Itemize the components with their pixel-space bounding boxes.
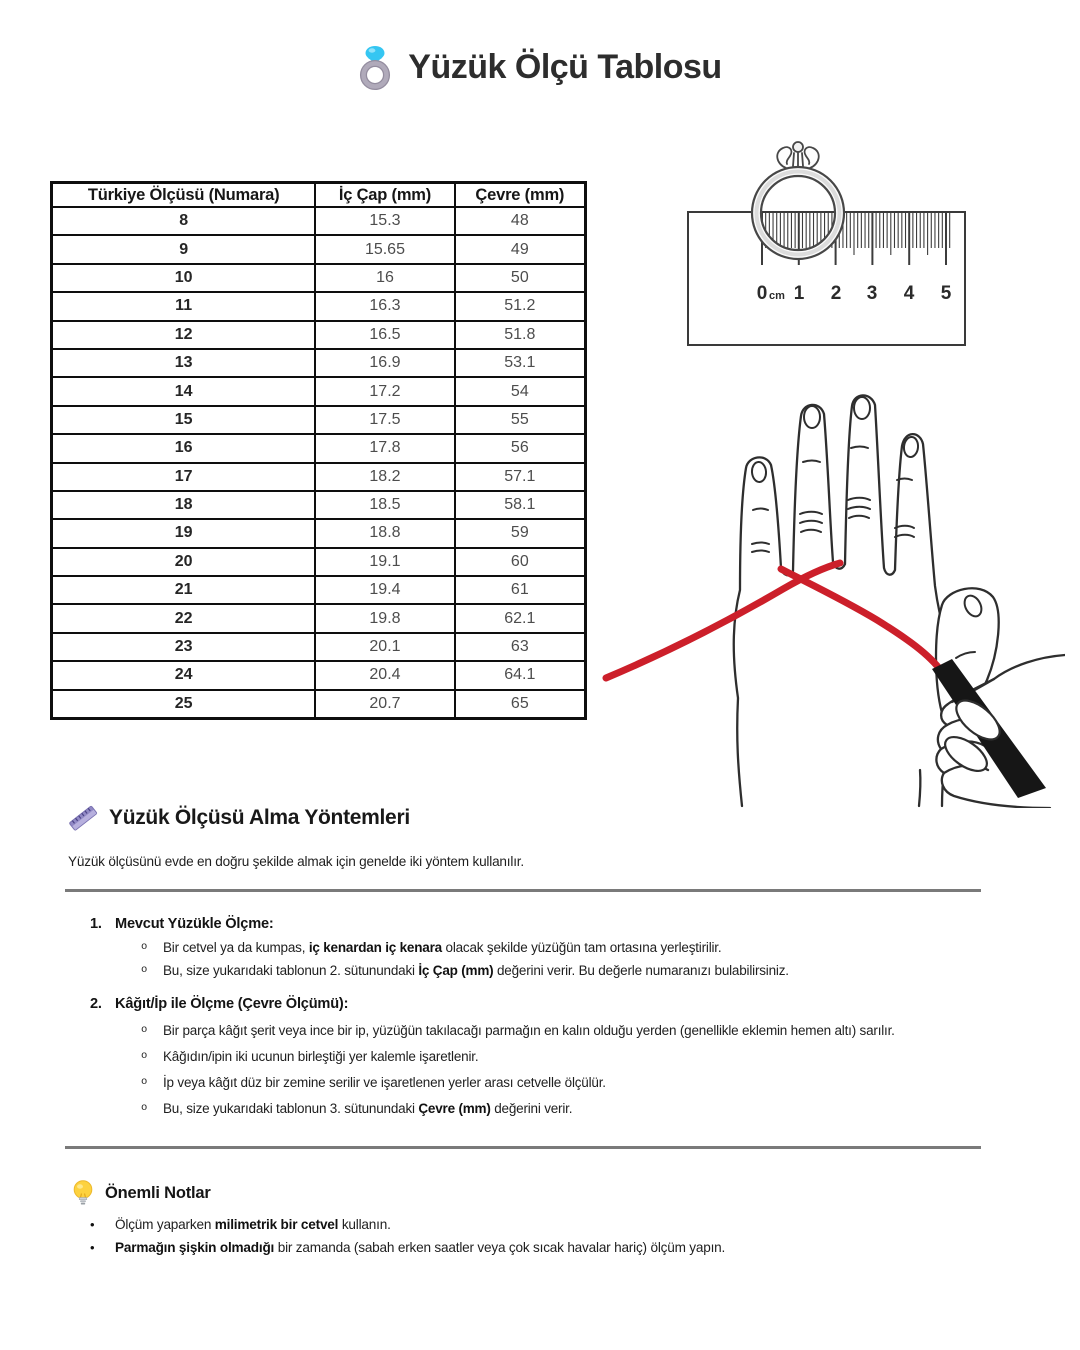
cell-diameter: 15.3 — [315, 207, 454, 235]
ruler-icon — [68, 803, 98, 833]
hand-string-illustration — [590, 368, 1065, 808]
table-row — [52, 548, 586, 576]
cell-size: 11 — [52, 292, 316, 320]
cell-circumference: 64.1 — [455, 661, 586, 689]
table-row — [52, 321, 586, 349]
bullet-text: Bu, size yukarıdaki tablonun 2. sütunundaki İç Çap (mm) değerini verir. Bu değerle numaranızı bulabilirsiniz. — [163, 963, 789, 978]
ruler-label: 3 — [866, 283, 878, 304]
table-row — [52, 235, 586, 263]
page-title: Yüzük Ölçü Tablosu — [408, 48, 722, 86]
methods-section-title: Yüzük Ölçüsü Alma Yöntemleri — [109, 806, 410, 829]
notes-section-header — [70, 1178, 211, 1208]
cell-diameter: 17.5 — [315, 406, 454, 434]
cell-diameter: 20.4 — [315, 661, 454, 689]
cell-circumference: 57.1 — [455, 463, 586, 491]
cell-size: 15 — [52, 406, 316, 434]
method-sub-bullet — [141, 1047, 990, 1066]
table-header-row — [52, 183, 586, 208]
cell-size: 14 — [52, 377, 316, 405]
note-text: Parmağın şişkin olmadığı bir zamanda (sabah erken saatler veya çok sıcak havalar hariç) ölçüm yapın. — [115, 1240, 726, 1255]
cell-diameter: 20.1 — [315, 633, 454, 661]
cell-diameter: 19.8 — [315, 604, 454, 632]
bullet-marker: o — [141, 1050, 148, 1062]
method-item — [90, 994, 990, 1118]
table-row — [52, 434, 586, 462]
bullet-marker: o — [141, 941, 148, 953]
table-row — [52, 491, 586, 519]
cell-circumference: 59 — [455, 519, 586, 547]
cell-size: 21 — [52, 576, 316, 604]
table-row — [52, 690, 586, 719]
col-header-size: Türkiye Ölçüsü (Numara) — [52, 183, 316, 208]
table-row — [52, 207, 586, 235]
col-header-circumference: Çevre (mm) — [455, 183, 586, 208]
cell-size: 10 — [52, 264, 316, 292]
cell-circumference: 53.1 — [455, 349, 586, 377]
cell-diameter: 19.1 — [315, 548, 454, 576]
method-sub-bullet — [141, 1073, 990, 1092]
bullet-marker: o — [141, 964, 148, 976]
ring-on-ruler-illustration — [640, 130, 980, 365]
cell-diameter: 15.65 — [315, 235, 454, 263]
cell-size: 12 — [52, 321, 316, 349]
bullet-text: İp veya kâğıt düz bir zemine serilir ve işaretlenen yerler arası cetvelle ölçülür. — [163, 1075, 606, 1090]
bullet-marker: o — [141, 1024, 148, 1036]
cell-size: 18 — [52, 491, 316, 519]
ruler-label: 4 — [903, 283, 915, 304]
cell-circumference: 55 — [455, 406, 586, 434]
note-text: Ölçüm yaparken milimetrik bir cetvel kullanın. — [115, 1217, 391, 1232]
bullet-marker: o — [141, 1102, 148, 1114]
ring-size-table — [50, 181, 587, 720]
cell-diameter: 18.2 — [315, 463, 454, 491]
ruler-label: 2 — [830, 283, 842, 304]
ring-crown — [777, 142, 818, 168]
cell-circumference: 61 — [455, 576, 586, 604]
cell-size: 16 — [52, 434, 316, 462]
cell-diameter: 16.9 — [315, 349, 454, 377]
method-item-heading — [90, 994, 990, 1014]
cell-circumference: 51.2 — [455, 292, 586, 320]
cell-circumference: 50 — [455, 264, 586, 292]
table-row — [52, 633, 586, 661]
lightbulb-icon — [70, 1178, 96, 1208]
cell-size: 9 — [52, 235, 316, 263]
table-row — [52, 463, 586, 491]
method-sub-bullet — [141, 1021, 990, 1040]
cell-size: 19 — [52, 519, 316, 547]
cell-diameter: 19.4 — [315, 576, 454, 604]
table-row — [52, 519, 586, 547]
methods-section-header — [68, 803, 410, 833]
cell-diameter: 16.5 — [315, 321, 454, 349]
cell-diameter: 18.8 — [315, 519, 454, 547]
method-item — [90, 914, 990, 980]
method-sub-bullet — [141, 1099, 990, 1118]
cell-diameter: 20.7 — [315, 690, 454, 719]
cell-size: 25 — [52, 690, 316, 719]
notes-section-title: Önemli Notlar — [105, 1183, 211, 1202]
divider — [65, 889, 981, 892]
col-header-diameter: İç Çap (mm) — [315, 183, 454, 208]
cell-circumference: 54 — [455, 377, 586, 405]
table-row — [52, 604, 586, 632]
notes-list — [90, 1216, 990, 1256]
cell-circumference: 58.1 — [455, 491, 586, 519]
divider — [65, 1146, 981, 1149]
bullet-text: Bir parça kâğıt şerit veya ince bir ip, yüzüğün takılacağı parmağın en kalın olduğu yerden (genellikle eklemin hemen altı) sarılır. — [163, 1023, 895, 1038]
cell-size: 23 — [52, 633, 316, 661]
table-row — [52, 576, 586, 604]
method-item-heading — [90, 914, 990, 934]
ruler-label: 0 — [756, 283, 768, 304]
cell-circumference: 51.8 — [455, 321, 586, 349]
cell-size: 24 — [52, 661, 316, 689]
table-row — [52, 292, 586, 320]
method-sub-bullet — [141, 938, 990, 957]
ruler-label: 1 — [793, 283, 805, 304]
marking-hand — [932, 655, 1065, 808]
cell-circumference: 65 — [455, 690, 586, 719]
cell-size: 20 — [52, 548, 316, 576]
ruler-unit-label: cm — [769, 290, 785, 302]
table-row — [52, 377, 586, 405]
cell-circumference: 48 — [455, 207, 586, 235]
methods-intro: Yüzük ölçüsünü evde en doğru şekilde almak için genelde iki yöntem kullanılır. — [68, 854, 524, 869]
cell-size: 13 — [52, 349, 316, 377]
cell-diameter: 18.5 — [315, 491, 454, 519]
bullet-marker: • — [90, 1217, 95, 1232]
cell-circumference: 60 — [455, 548, 586, 576]
method-item-number: 1. — [90, 916, 102, 932]
note-item — [90, 1239, 990, 1256]
page-header — [0, 44, 1080, 91]
cell-size: 22 — [52, 604, 316, 632]
cell-diameter: 17.8 — [315, 434, 454, 462]
cell-size: 17 — [52, 463, 316, 491]
cell-circumference: 63 — [455, 633, 586, 661]
table-row — [52, 406, 586, 434]
ring-icon — [358, 44, 392, 91]
cell-diameter: 16.3 — [315, 292, 454, 320]
cell-diameter: 17.2 — [315, 377, 454, 405]
bullet-text: Bu, size yukarıdaki tablonun 3. sütunundaki Çevre (mm) değerini verir. — [163, 1101, 573, 1116]
bullet-marker: • — [90, 1240, 95, 1255]
cell-size: 8 — [52, 207, 316, 235]
cell-circumference: 62.1 — [455, 604, 586, 632]
ruler-label: 5 — [940, 283, 952, 304]
methods-list — [90, 914, 990, 1118]
table-row — [52, 264, 586, 292]
cell-circumference: 56 — [455, 434, 586, 462]
note-item — [90, 1216, 990, 1233]
method-item-number: 2. — [90, 996, 102, 1012]
method-item-title: Kâğıt/İp ile Ölçme (Çevre Ölçümü): — [115, 996, 349, 1012]
method-sub-bullet — [141, 961, 990, 980]
table-row — [52, 661, 586, 689]
cell-diameter: 16 — [315, 264, 454, 292]
bullet-text: Kâğıdın/ipin iki ucunun birleştiği yer kalemle işaretlenir. — [163, 1049, 479, 1064]
cell-circumference: 49 — [455, 235, 586, 263]
table-row — [52, 349, 586, 377]
bullet-text: Bir cetvel ya da kumpas, iç kenardan iç kenara olacak şekilde yüzüğün tam ortasına yerleştirilir. — [163, 940, 722, 955]
bullet-marker: o — [141, 1076, 148, 1088]
method-item-title: Mevcut Yüzükle Ölçme: — [115, 916, 274, 932]
